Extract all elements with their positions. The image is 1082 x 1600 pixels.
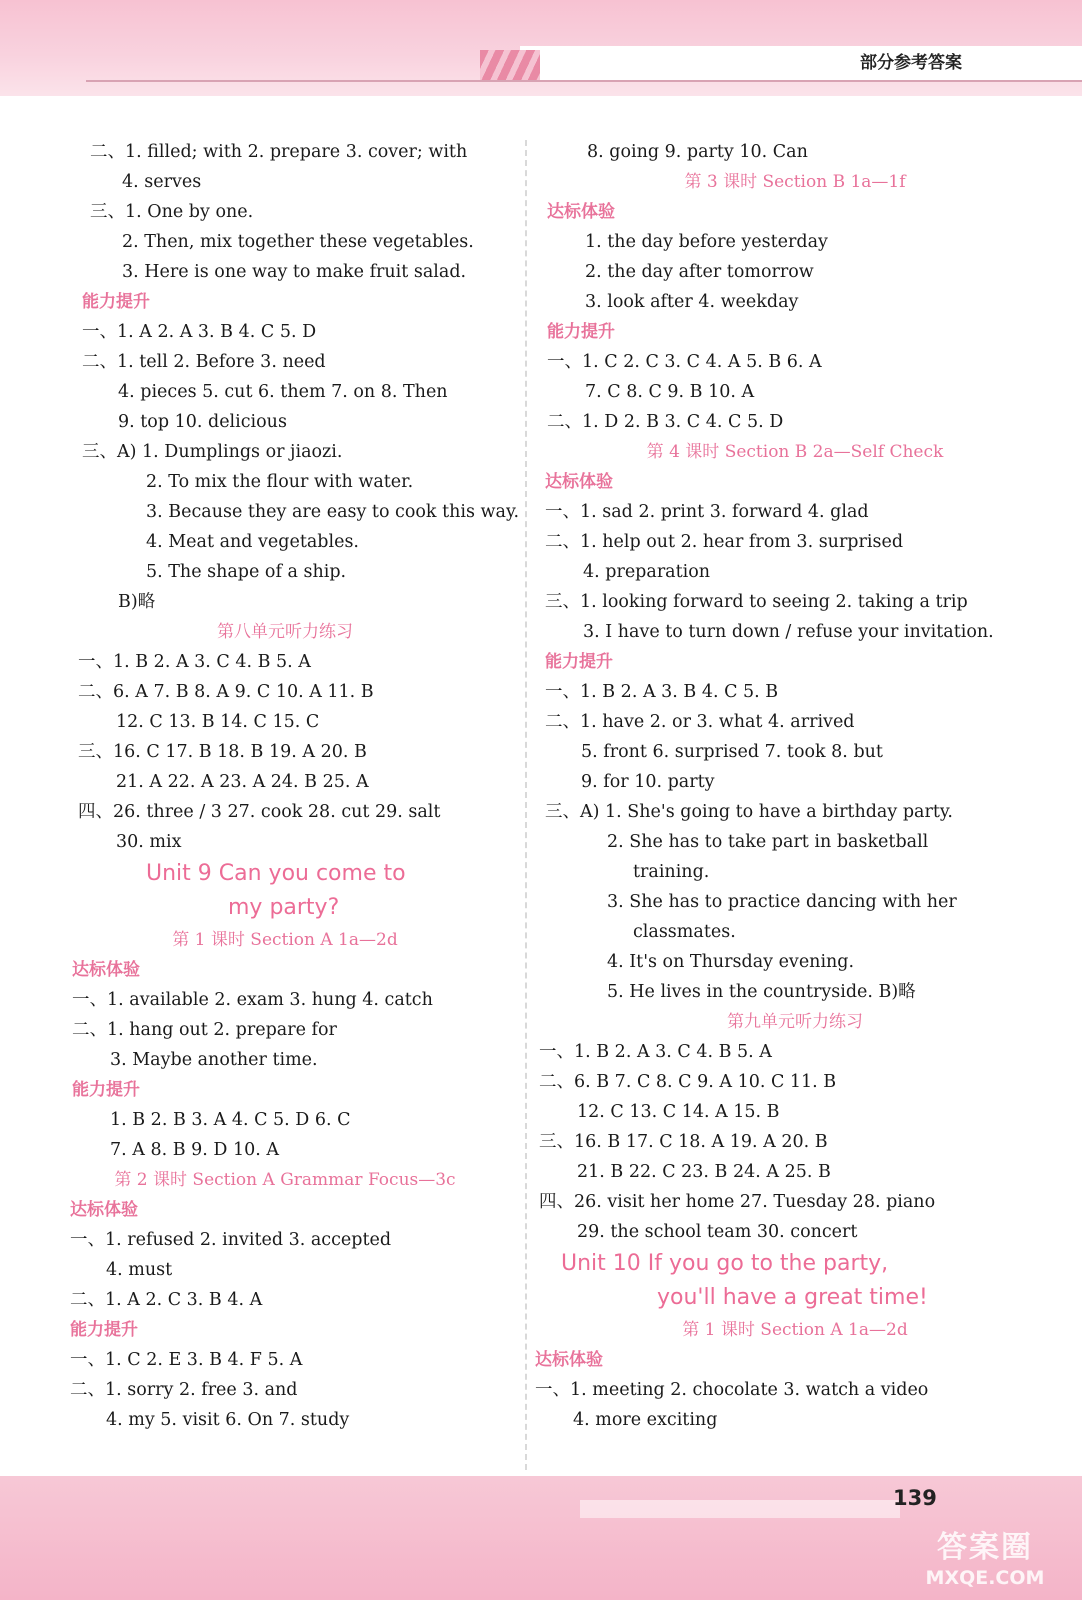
answer-line: 2. the day after tomorrow	[585, 262, 814, 282]
answer-line: 一、1. available 2. exam 3. hung 4. catch	[72, 990, 433, 1010]
lesson-title: 第 3 课时 Section B 1a—1f	[684, 172, 906, 192]
answer-line: 3. look after 4. weekday	[585, 292, 799, 312]
lesson-title: 第 1 课时 Section A 1a—2d	[172, 930, 398, 950]
answer-line: 4. Meat and vegetables.	[146, 532, 359, 552]
section-heading: 能力提升	[70, 1320, 138, 1340]
answer-line: 3. Because they are easy to cook this way.	[146, 502, 520, 522]
watermark-logo	[900, 1530, 1070, 1595]
left-column	[60, 137, 520, 1435]
lesson-title: 第八单元听力练习	[217, 622, 353, 642]
answer-line: 一、1. B 2. A 3. C 4. B 5. A	[539, 1042, 772, 1062]
lesson-title: 第 4 课时 Section B 2a—Self Check	[646, 442, 944, 462]
answer-line: training.	[633, 862, 710, 882]
answer-line: 5. front 6. surprised 7. took 8. but	[581, 742, 883, 762]
answer-line: 9. for 10. party	[581, 772, 715, 792]
answer-line: 4. serves	[122, 172, 202, 192]
answer-line: 二、1. sorry 2. free 3. and	[70, 1380, 298, 1400]
answer-line: 21. B 22. C 23. B 24. A 25. B	[577, 1162, 831, 1182]
section-heading: 能力提升	[82, 292, 150, 312]
unit-title: Unit 10 If you go to the party,	[561, 1251, 889, 1276]
answer-line: 一、1. sad 2. print 3. forward 4. glad	[545, 502, 869, 522]
answer-line: 21. A 22. A 23. A 24. B 25. A	[116, 772, 369, 792]
lesson-title: 第 1 课时 Section A 1a—2d	[682, 1320, 908, 1340]
answer-line: 2. Then, mix together these vegetables.	[122, 232, 474, 252]
answer-line: 一、1. meeting 2. chocolate 3. watch a video	[535, 1380, 929, 1400]
unit-title: you'll have a great time!	[657, 1285, 928, 1310]
answer-line: 二、6. A 7. B 8. A 9. C 10. A 11. B	[78, 682, 374, 702]
answer-line: 一、1. B 2. A 3. B 4. C 5. B	[545, 682, 779, 702]
answer-line: 3. Maybe another time.	[110, 1050, 318, 1070]
answer-line: 4. It's on Thursday evening.	[607, 952, 855, 972]
section-heading: 能力提升	[72, 1080, 140, 1100]
answer-line: 一、1. C 2. E 3. B 4. F 5. A	[70, 1350, 303, 1370]
answer-line: 2. To mix the flour with water.	[146, 472, 414, 492]
answer-line: 二、1. filled; with 2. prepare 3. cover; with	[90, 142, 468, 162]
header-title-strip	[520, 46, 1082, 82]
answer-line: 12. C 13. B 14. C 15. C	[116, 712, 320, 732]
answer-line: 三、16. B 17. C 18. A 19. A 20. B	[539, 1132, 828, 1152]
answer-line: 3. She has to practice dancing with her	[607, 892, 957, 912]
answer-line: 二、1. tell 2. Before 3. need	[82, 352, 326, 372]
answer-line: 12. C 13. C 14. A 15. B	[577, 1102, 780, 1122]
footer-highlight	[580, 1500, 900, 1518]
answer-line: 9. top 10. delicious	[118, 412, 287, 432]
watermark-url: MXQE.COM	[925, 1567, 1045, 1589]
answer-line: 30. mix	[116, 832, 182, 852]
answer-line: 三、A) 1. She's going to have a birthday party.	[545, 802, 953, 822]
section-heading: 达标体验	[547, 202, 615, 222]
answer-line: 三、1. One by one.	[90, 202, 254, 222]
answer-line: 5. The shape of a ship.	[146, 562, 347, 582]
answer-line: 4. pieces 5. cut 6. them 7. on 8. Then	[118, 382, 448, 402]
answer-line: 2. She has to take part in basketball	[607, 832, 929, 852]
answer-line: 一、1. B 2. A 3. C 4. B 5. A	[78, 652, 311, 672]
section-heading: 达标体验	[545, 472, 613, 492]
answer-line: 一、1. C 2. C 3. C 4. A 5. B 6. A	[547, 352, 822, 372]
section-heading: 达标体验	[70, 1200, 138, 1220]
answer-line: 二、1. D 2. B 3. C 4. C 5. D	[547, 412, 784, 432]
answer-line: 4. must	[106, 1260, 173, 1280]
answer-line: B)略	[118, 592, 156, 612]
answer-line: 三、1. looking forward to seeing 2. taking a trip	[545, 592, 968, 612]
section-heading: 达标体验	[72, 960, 140, 980]
page-number: 139	[893, 1486, 937, 1510]
answer-line: 3. Here is one way to make fruit salad.	[122, 262, 467, 282]
answer-line: 1. B 2. B 3. A 4. C 5. D 6. C	[110, 1110, 351, 1130]
watermark-logo-text: 答案圈	[937, 1530, 1033, 1565]
answer-line: 三、16. C 17. B 18. B 19. A 20. B	[78, 742, 367, 762]
answer-line: 7. C 8. C 9. B 10. A	[585, 382, 755, 402]
header-stripe-decoration	[480, 50, 540, 80]
answer-line: 7. A 8. B 9. D 10. A	[110, 1140, 280, 1160]
answer-line: 四、26. visit her home 27. Tuesday 28. piano	[539, 1192, 936, 1212]
section-heading: 能力提升	[545, 652, 613, 672]
answer-line: 4. more exciting	[573, 1410, 718, 1430]
answer-line: 1. the day before yesterday	[585, 232, 828, 252]
answer-line: 8. going 9. party 10. Can	[587, 142, 808, 162]
answer-line: 5. He lives in the countryside. B)略	[607, 982, 916, 1002]
answer-line: 一、1. refused 2. invited 3. accepted	[70, 1230, 392, 1250]
section-heading: 能力提升	[547, 322, 615, 342]
answer-line: 29. the school team 30. concert	[577, 1222, 858, 1242]
header-rule	[86, 80, 1082, 82]
answer-line: 二、1. A 2. C 3. B 4. A	[70, 1290, 263, 1310]
answer-line: 四、26. three / 3 27. cook 28. cut 29. salt	[78, 802, 441, 822]
column-divider	[525, 140, 527, 1470]
lesson-title: 第九单元听力练习	[727, 1012, 863, 1032]
answer-line: 二、1. help out 2. hear from 3. surprised	[545, 532, 904, 552]
answer-line: 二、1. have 2. or 3. what 4. arrived	[545, 712, 855, 732]
answer-line: 4. my 5. visit 6. On 7. study	[106, 1410, 350, 1430]
answer-line: 一、1. A 2. A 3. B 4. C 5. D	[82, 322, 317, 342]
answer-line: 4. preparation	[583, 562, 711, 582]
answer-line: 二、6. B 7. C 8. C 9. A 10. C 11. B	[539, 1072, 837, 1092]
section-heading: 达标体验	[535, 1350, 603, 1370]
header-title: 部分参考答案	[860, 53, 962, 73]
right-column	[535, 137, 1055, 1435]
answer-line: 三、A) 1. Dumplings or jiaozi.	[82, 442, 343, 462]
answer-line: 二、1. hang out 2. prepare for	[72, 1020, 337, 1040]
lesson-title: 第 2 课时 Section A Grammar Focus—3c	[114, 1170, 456, 1190]
answer-line: 3. I have to turn down / refuse your invitation.	[583, 622, 994, 642]
unit-title: Unit 9 Can you come to	[146, 861, 406, 886]
answer-line: classmates.	[633, 922, 736, 942]
unit-title: my party?	[228, 895, 340, 920]
